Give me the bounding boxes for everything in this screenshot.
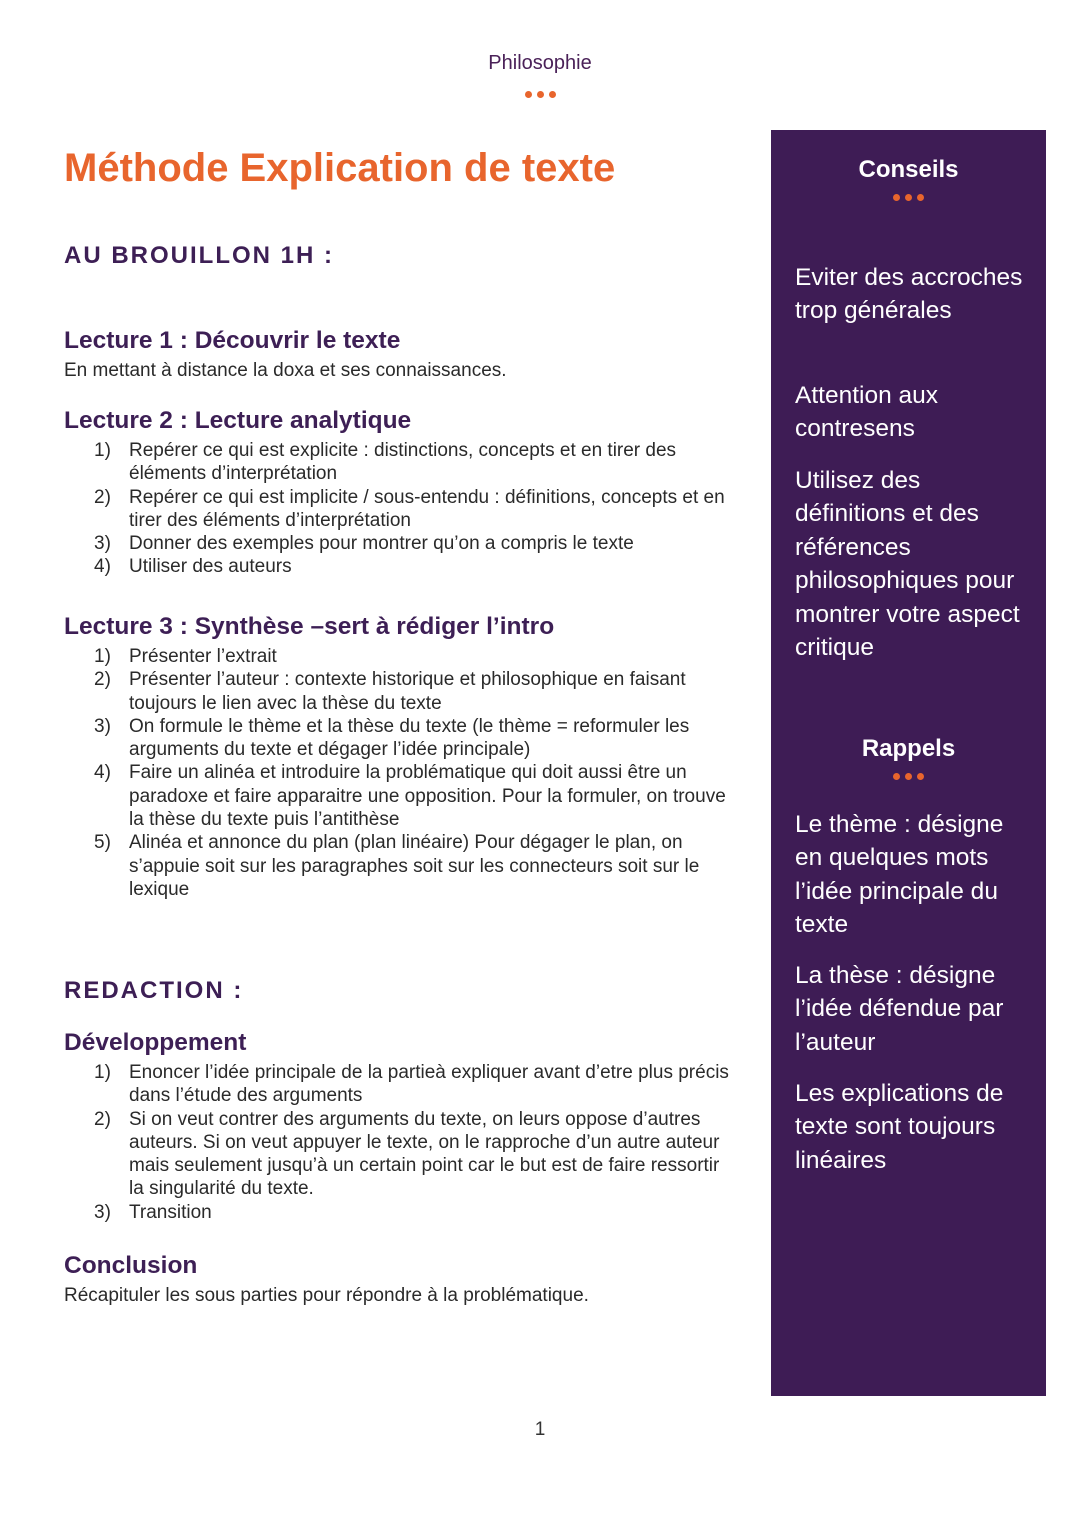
page-header-subject: Philosophie: [488, 52, 592, 74]
developpement-heading: Développement: [64, 1029, 247, 1056]
list-item-text: Si on veut contrer des arguments du texte, on leurs oppose d’autres auteurs. Si on veut appuyer le texte, on le rapproche d’un autre auteur mais seulement jusqu’à un certain point car le but est de faire ressortir la singularité du texte.: [129, 1108, 720, 1200]
conseil-item: Utilisez des définitions et des références philosophiques pour montrer votre aspect critique: [795, 467, 1020, 662]
list-item: [94, 668, 734, 715]
list-item-text: Donner des exemples pour montrer qu’on a compris le texte: [129, 533, 634, 555]
list-item-text: Présenter l’extrait: [129, 646, 277, 667]
dot: [537, 91, 544, 98]
list-item-text: Transition: [129, 1201, 212, 1223]
rappel-item: La thèse : désigne l’idée défendue par l’auteur: [795, 962, 1004, 1056]
dot: [549, 91, 556, 98]
list-item: [94, 831, 734, 901]
conseil-item: Eviter des accroches trop générales: [795, 264, 1023, 325]
lecture3-heading: Lecture 3 : Synthèse –sert à rédiger l’intro: [64, 613, 555, 640]
list-item: [94, 439, 734, 486]
list-item-text: Utiliser des auteurs: [129, 556, 292, 578]
list-item-text: Enoncer l’idée principale de la partieà expliquer avant d’etre plus précis dans l’étude des arguments: [129, 1062, 729, 1107]
list-item: [94, 486, 734, 533]
lecture1-heading: Lecture 1 : Découvrir le texte: [64, 327, 401, 354]
conseils-heading: Conseils: [858, 156, 959, 183]
list-number: 3): [94, 715, 111, 737]
developpement-list: [94, 1061, 734, 1224]
list-item: [94, 1201, 734, 1224]
list-item-text: Présenter l’auteur : contexte historique et philosophique en faisant toujours le lien avec la thèse du texte: [129, 669, 686, 714]
list-number: 2): [94, 486, 111, 508]
conseils-dots-decoration: [771, 194, 1046, 201]
list-number: 1): [94, 646, 111, 667]
dot: [917, 773, 924, 780]
dot: [917, 194, 924, 201]
list-number: 4): [94, 556, 111, 578]
lecture3-list: [94, 645, 734, 901]
rappel-item: Le thème : désigne en quelques mots l’idée principale du texte: [795, 811, 1004, 939]
rappel-item: Les explications de texte sont toujours linéaires: [795, 1080, 1004, 1174]
list-item-text: Repérer ce qui est implicite / sous-entendu : définitions, concepts et en tirer des éléments d’interprétation: [129, 486, 725, 531]
dot: [525, 91, 532, 98]
rappels-heading: Rappels: [861, 735, 956, 762]
list-number: 1): [94, 440, 111, 461]
list-number: 3): [94, 1201, 111, 1223]
list-item-text: Faire un alinéa et introduire la problématique qui doit aussi être un paradoxe et faire apparaitre une opposition. Pour la formuler, on trouve la thèse du texte puis l’antithèse: [129, 762, 726, 831]
dot: [905, 194, 912, 201]
lecture2-list: [94, 439, 734, 579]
tips-sidebar: [771, 130, 1046, 1396]
dot: [893, 194, 900, 201]
conclusion-text: Récapituler les sous parties pour répondre à la problématique.: [64, 1285, 589, 1306]
list-item: [94, 715, 734, 762]
list-number: 4): [94, 762, 111, 784]
list-number: 5): [94, 832, 111, 854]
list-number: 2): [94, 1108, 111, 1130]
conclusion-heading: Conclusion: [64, 1252, 198, 1279]
list-item: [94, 1108, 734, 1201]
rappels-dots-decoration: [771, 773, 1046, 780]
list-item: [94, 1061, 734, 1108]
list-number: 2): [94, 669, 111, 691]
document-title: Méthode Explication de texte: [64, 146, 616, 190]
list-item-text: On formule le thème et la thèse du texte (le thème = reformuler les arguments du texte et dégager l’idée principale): [129, 715, 690, 761]
redaction-heading: REDACTION :: [64, 977, 244, 1004]
list-item-text: Alinéa et annonce du plan (plan linéaire) Pour dégager le plan, on s’appuie soit sur les paragraphes soit sur les connecteurs soit sur le lexique: [129, 832, 700, 900]
list-item: [94, 645, 734, 668]
lecture2-heading: Lecture 2 : Lecture analytique: [64, 407, 412, 434]
list-item: [94, 532, 734, 555]
conseil-item: Attention aux contresens: [795, 382, 939, 443]
list-item: [94, 761, 734, 831]
list-number: 1): [94, 1062, 111, 1083]
list-item-text: Repérer ce qui est explicite : distinctions, concepts et en tirer des éléments d’interprétation: [129, 440, 677, 485]
page-number: 1: [534, 1419, 546, 1440]
lecture1-text: En mettant à distance la doxa et ses connaissances.: [64, 360, 507, 381]
list-item: [94, 555, 734, 578]
dot: [893, 773, 900, 780]
brouillon-heading: AU BROUILLON 1H :: [64, 242, 334, 269]
dot: [905, 773, 912, 780]
list-number: 3): [94, 533, 111, 555]
header-dots-decoration: [0, 91, 1080, 98]
